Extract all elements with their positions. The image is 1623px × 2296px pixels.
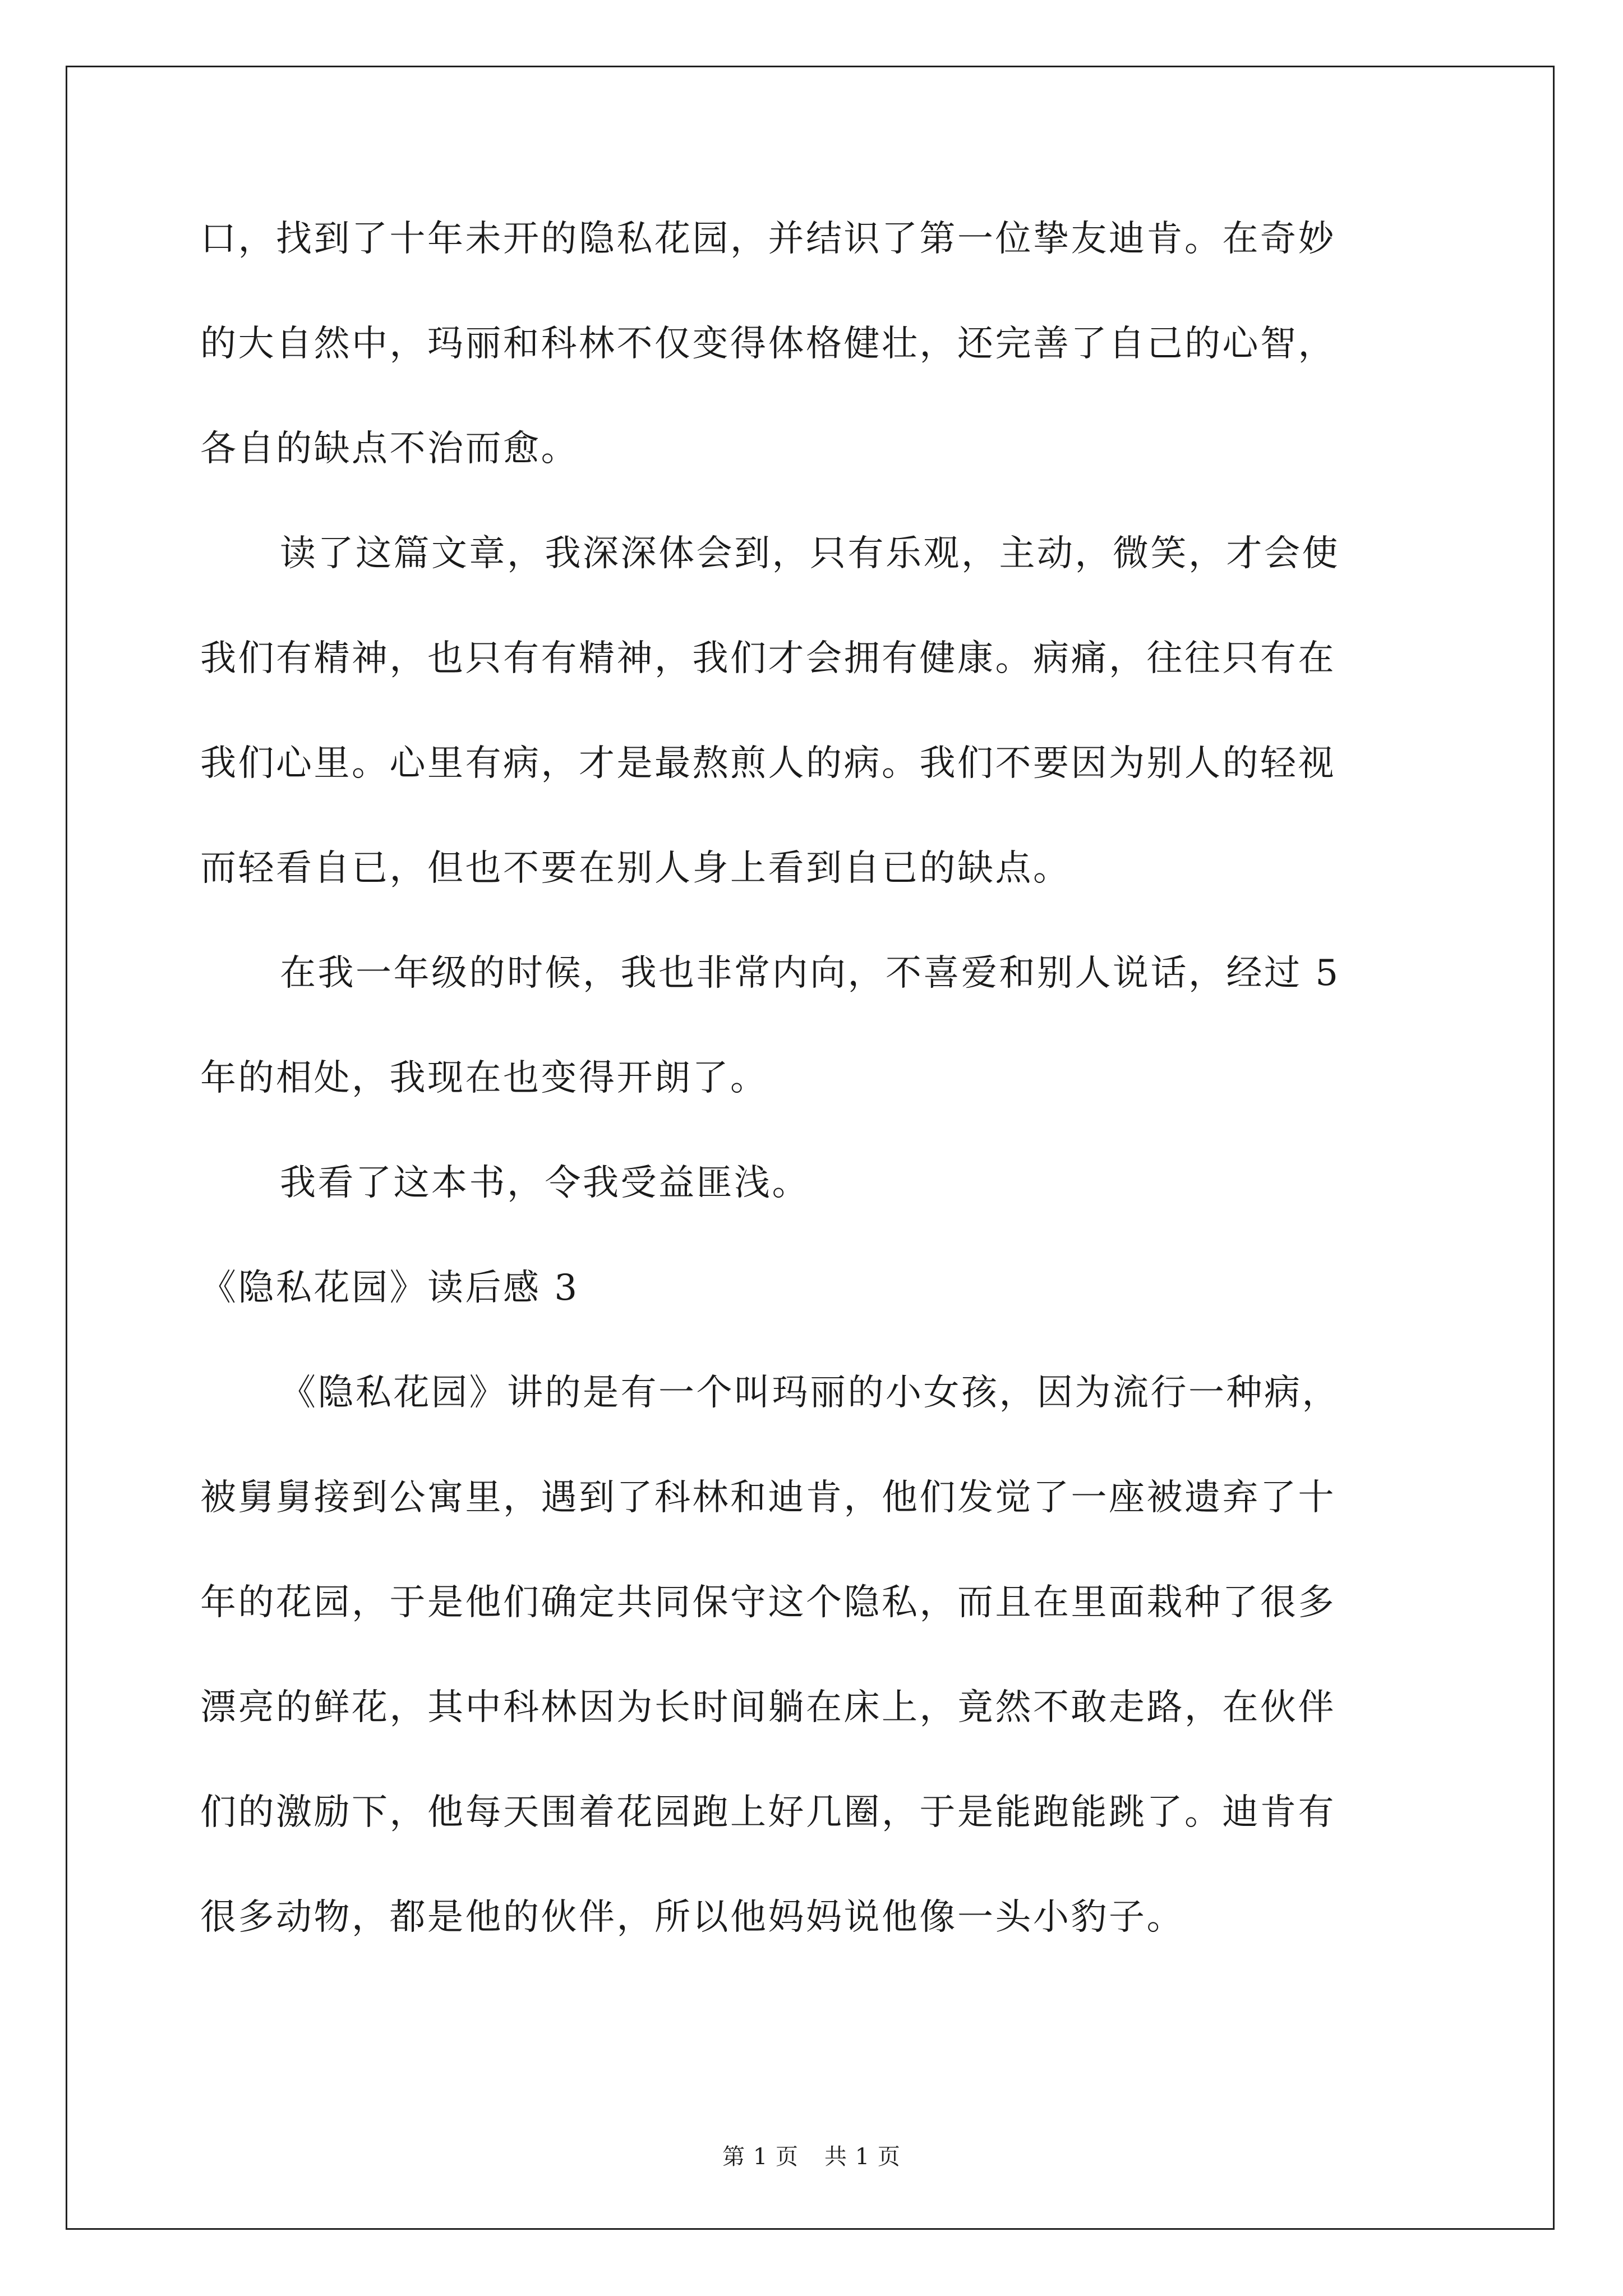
text-line: 而轻看自已，但也不要在别人身上看到自已的缺点。 xyxy=(200,848,1071,889)
page-total: 共 1 页 xyxy=(824,2144,901,2170)
page-number: 第 1 页 xyxy=(722,2144,799,2170)
text-line: 很多动物，都是他的伙伴，所以他妈妈说他像一头小豹子。 xyxy=(200,1897,1184,1938)
text-line: 漂亮的鲜花，其中科林因为长时间躺在床上，竟然不敢走路，在伙伴 xyxy=(200,1687,1336,1728)
text-line: 被舅舅接到公寓里，遇到了科林和迪肯，他们发觉了一座被遗弃了十 xyxy=(200,1477,1336,1519)
paragraph-first-line: 我看了这本书，令我受益匪浅。 xyxy=(280,1162,810,1204)
text-line: 们的激励下，他每天围着花园跑上好几圈，于是能跑能跳了。迪肯有 xyxy=(200,1792,1336,1833)
text-line: 各自的缺点不治而愈。 xyxy=(200,428,579,470)
paragraph-first-line: 读了这篇文章，我深深体会到，只有乐观，主动，微笑，才会使 xyxy=(280,533,1340,574)
paragraph-first-line: 《隐私花园》讲的是有一个叫玛丽的小女孩，因为流行一种病， xyxy=(280,1372,1340,1414)
text-line: 我们心里。心里有病，才是最熬煎人的病。我们不要因为别人的轻视 xyxy=(200,743,1336,784)
text-line: 口，找到了十年未开的隐私花园，并结识了第一位挚友迪肯。在奇妙 xyxy=(200,218,1336,260)
text-line: 年的花园，于是他们确定共同保守这个隐私，而且在里面栽种了很多 xyxy=(200,1582,1336,1623)
document-body xyxy=(200,213,1423,1996)
text-line: 我们有精神，也只有有精神，我们才会拥有健康。病痛，往往只有在 xyxy=(200,638,1336,679)
section-heading: 《隐私花园》读后感 3 xyxy=(200,1267,579,1309)
text-line: 年的相处，我现在也变得开朗了。 xyxy=(200,1057,768,1099)
text-line: 的大自然中，玛丽和科林不仅变得体格健壮，还完善了自己的心智， xyxy=(200,323,1336,365)
page-footer xyxy=(0,2143,1623,2171)
paragraph-first-line: 在我一年级的时候，我也非常内向，不喜爱和别人说话，经过 5 xyxy=(280,953,1340,994)
